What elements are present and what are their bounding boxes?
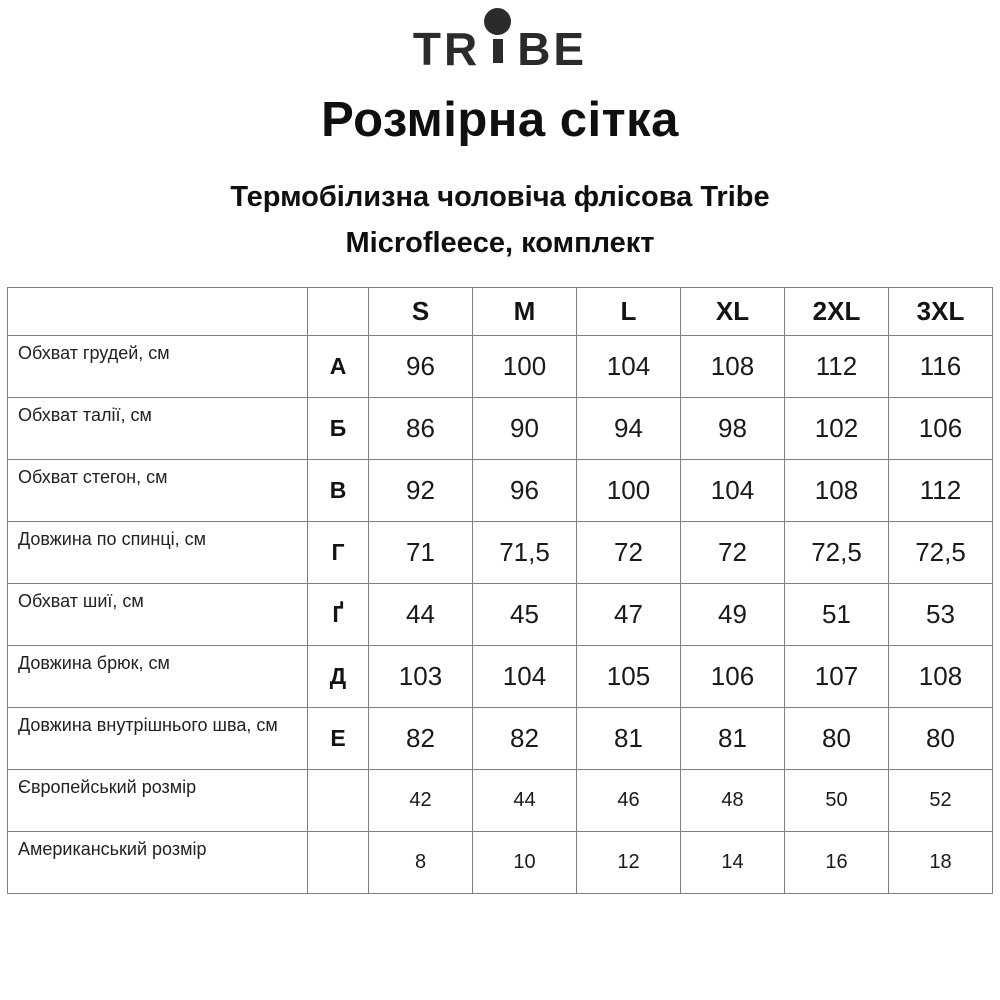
row-label: Обхват стегон, см — [8, 460, 308, 522]
cell-value-l: 105 — [577, 646, 681, 708]
row-label: Обхват шиї, см — [8, 584, 308, 646]
row-letter — [308, 832, 369, 894]
cell-value-m: 45 — [473, 584, 577, 646]
cell-value-xl: 14 — [681, 832, 785, 894]
table-row-3 — [8, 522, 993, 584]
row-letter: Д — [308, 646, 369, 708]
cell-value-2xl: 107 — [785, 646, 889, 708]
cell-value-l: 12 — [577, 832, 681, 894]
cell-value-xl: 72 — [681, 522, 785, 584]
size-header-xl: XL — [681, 288, 785, 336]
cell-value-2xl: 16 — [785, 832, 889, 894]
logo-dot-icon — [484, 8, 511, 35]
cell-value-s: 96 — [369, 336, 473, 398]
logo-letter-i — [484, 8, 511, 63]
cell-value-xl: 106 — [681, 646, 785, 708]
subtitle-line-2: Microfleece, комплект — [345, 227, 655, 259]
size-header-row — [8, 288, 993, 336]
cell-value-3xl: 52 — [889, 770, 993, 832]
row-letter: Ґ — [308, 584, 369, 646]
cell-value-m: 71,5 — [473, 522, 577, 584]
cell-value-s: 86 — [369, 398, 473, 460]
row-letter: Г — [308, 522, 369, 584]
row-label: Довжина внутрішнього шва, см — [8, 708, 308, 770]
cell-value-l: 47 — [577, 584, 681, 646]
size-header-2xl: 2XL — [785, 288, 889, 336]
subtitle-line-1: Термобілизна чоловіча флісова Tribe — [230, 181, 770, 213]
cell-value-2xl: 51 — [785, 584, 889, 646]
cell-value-2xl: 72,5 — [785, 522, 889, 584]
cell-value-m: 10 — [473, 832, 577, 894]
letter-header-cell — [308, 288, 369, 336]
cell-value-s: 103 — [369, 646, 473, 708]
logo-text-right: BE — [517, 23, 588, 75]
size-header-l: L — [577, 288, 681, 336]
cell-value-s: 92 — [369, 460, 473, 522]
row-letter: Е — [308, 708, 369, 770]
cell-value-m: 100 — [473, 336, 577, 398]
cell-value-3xl: 18 — [889, 832, 993, 894]
cell-value-xl: 49 — [681, 584, 785, 646]
cell-value-3xl: 112 — [889, 460, 993, 522]
cell-value-s: 42 — [369, 770, 473, 832]
cell-value-l: 72 — [577, 522, 681, 584]
cell-value-xl: 108 — [681, 336, 785, 398]
cell-value-3xl: 72,5 — [889, 522, 993, 584]
cell-value-3xl: 80 — [889, 708, 993, 770]
cell-value-3xl: 108 — [889, 646, 993, 708]
row-label: Європейський розмір — [8, 770, 308, 832]
size-header-m: M — [473, 288, 577, 336]
cell-value-s: 44 — [369, 584, 473, 646]
product-subtitle — [0, 174, 1000, 266]
size-header-3xl: 3XL — [889, 288, 993, 336]
cell-value-3xl: 53 — [889, 584, 993, 646]
row-letter — [308, 770, 369, 832]
cell-value-xl: 81 — [681, 708, 785, 770]
row-label: Довжина по спинці, см — [8, 522, 308, 584]
cell-value-m: 82 — [473, 708, 577, 770]
tribe-logo — [0, 8, 1000, 75]
cell-value-xl: 98 — [681, 398, 785, 460]
row-label: Американський розмір — [8, 832, 308, 894]
cell-value-l: 100 — [577, 460, 681, 522]
cell-value-m: 104 — [473, 646, 577, 708]
row-label: Довжина брюк, см — [8, 646, 308, 708]
cell-value-l: 104 — [577, 336, 681, 398]
logo-text-left: TR — [412, 23, 481, 75]
cell-value-l: 46 — [577, 770, 681, 832]
row-letter: Б — [308, 398, 369, 460]
cell-value-2xl: 102 — [785, 398, 889, 460]
cell-value-m: 96 — [473, 460, 577, 522]
logo-i-stem — [493, 39, 503, 63]
cell-value-3xl: 116 — [889, 336, 993, 398]
table-row-6 — [8, 708, 993, 770]
cell-value-2xl: 112 — [785, 336, 889, 398]
row-letter: А — [308, 336, 369, 398]
row-label: Обхват талії, см — [8, 398, 308, 460]
row-label: Обхват грудей, см — [8, 336, 308, 398]
cell-value-3xl: 106 — [889, 398, 993, 460]
cell-value-l: 94 — [577, 398, 681, 460]
table-row-7 — [8, 770, 993, 832]
cell-value-s: 8 — [369, 832, 473, 894]
cell-value-2xl: 50 — [785, 770, 889, 832]
cell-value-l: 81 — [577, 708, 681, 770]
cell-value-2xl: 108 — [785, 460, 889, 522]
size-table — [7, 287, 993, 894]
corner-cell — [8, 288, 308, 336]
table-row-1 — [8, 398, 993, 460]
table-row-2 — [8, 460, 993, 522]
cell-value-s: 82 — [369, 708, 473, 770]
cell-value-s: 71 — [369, 522, 473, 584]
size-header-s: S — [369, 288, 473, 336]
cell-value-xl: 104 — [681, 460, 785, 522]
table-row-8 — [8, 832, 993, 894]
row-letter: В — [308, 460, 369, 522]
table-row-4 — [8, 584, 993, 646]
table-row-5 — [8, 646, 993, 708]
cell-value-m: 44 — [473, 770, 577, 832]
cell-value-xl: 48 — [681, 770, 785, 832]
cell-value-2xl: 80 — [785, 708, 889, 770]
table-row-0 — [8, 336, 993, 398]
cell-value-m: 90 — [473, 398, 577, 460]
page-title: Розмірна сітка — [321, 93, 679, 147]
